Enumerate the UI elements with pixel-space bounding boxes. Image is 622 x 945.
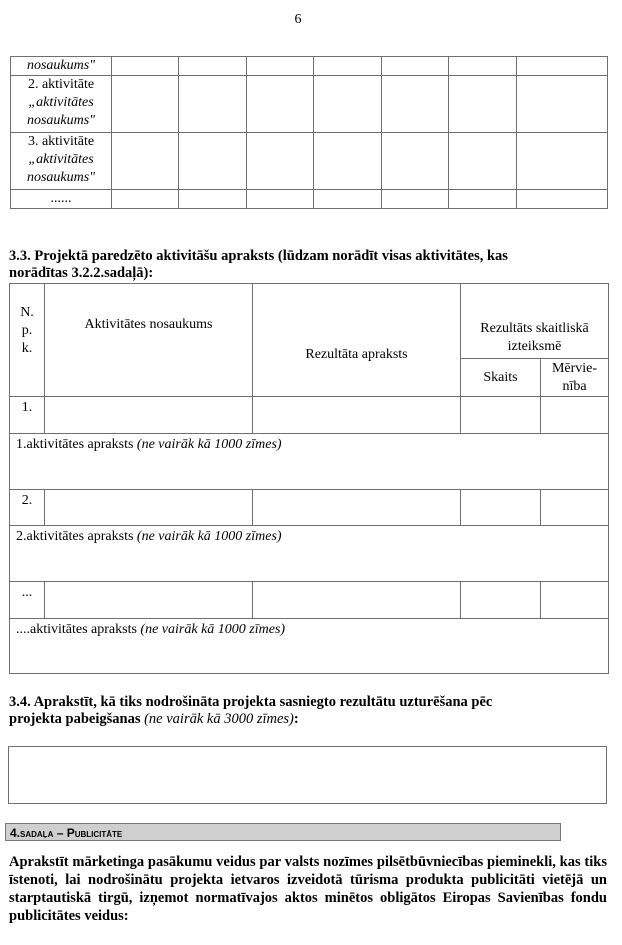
empty-cell[interactable]: [382, 133, 449, 190]
activity-label-cell: 2. aktivitāte „aktivitātes nosaukums": [11, 76, 112, 133]
activity-description-cell[interactable]: ....aktivitātes apraksts (ne vairāk kā 1000 zīmes): [10, 619, 609, 674]
empty-cell[interactable]: [382, 57, 449, 76]
empty-cell[interactable]: [179, 190, 247, 209]
empty-cell[interactable]: [449, 76, 517, 133]
row-number: ...: [10, 582, 45, 619]
result-description-cell[interactable]: [253, 397, 461, 434]
table-row: [10, 397, 609, 434]
empty-cell[interactable]: [247, 190, 314, 209]
result-description-cell[interactable]: [253, 490, 461, 526]
activity-name-cell[interactable]: [45, 397, 253, 434]
empty-cell[interactable]: [517, 190, 608, 209]
activities-table-continued: [10, 56, 608, 209]
result-description-cell[interactable]: [253, 582, 461, 619]
col-header-activity-name: Aktivitātes nosaukums: [45, 284, 253, 397]
table-row: [11, 76, 608, 133]
empty-cell[interactable]: [112, 190, 179, 209]
empty-cell[interactable]: [517, 57, 608, 76]
count-cell[interactable]: [461, 582, 541, 619]
section-3-4-heading: 3.4. Aprakstīt, kā tiks nodrošināta projekta sasniegto rezultātu uzturēšana pēc projekta pabeigšanas (ne vairāk kā 3000 zīmes):: [9, 694, 493, 727]
table-row: [10, 490, 609, 526]
row-number: 1.: [10, 397, 45, 434]
empty-cell[interactable]: [247, 76, 314, 133]
activity-label-cell: ......: [11, 190, 112, 209]
table-row: [11, 190, 608, 209]
empty-cell[interactable]: [179, 57, 247, 76]
empty-cell[interactable]: [517, 76, 608, 133]
empty-cell[interactable]: [382, 190, 449, 209]
empty-cell[interactable]: [112, 76, 179, 133]
col-header-npk: N. p. k.: [10, 284, 45, 397]
activity-label-cell: nosaukums": [11, 57, 112, 76]
row-number: 2.: [10, 490, 45, 526]
unit-cell[interactable]: [541, 397, 609, 434]
empty-cell[interactable]: [314, 57, 382, 76]
publicity-instructions: Aprakstīt mārketinga pasākumu veidus par valsts nozīmes pilsētbūvniecības pieminekli, kas tiks īstenoti, lai nodrošinātu projekta ietvaros izveidotā tūrisma produkta publicitāti vietējā un starptautiskā tirgū, izņemot normatīvajos aktos minētos obligātos Eiropas Savienības fondu publicitātes veidus:: [9, 854, 607, 924]
empty-cell[interactable]: [179, 133, 247, 190]
section-3-3-heading: 3.3. Projektā paredzēto aktivitāšu apraksts (lūdzam norādīt visas aktivitātes, kas norādītas 3.2.2.sadaļā):: [9, 248, 508, 281]
activity-name-cell[interactable]: [45, 582, 253, 619]
activity-description-cell[interactable]: 2.aktivitātes apraksts (ne vairāk kā 1000 zīmes): [10, 526, 609, 582]
activity-label-cell: 3. aktivitāte „aktivitātes nosaukums": [11, 133, 112, 190]
table-row: [11, 57, 608, 76]
col-header-result-numeric: Rezultāts skaitliskā izteiksmē: [461, 284, 609, 359]
table-row: [10, 526, 609, 582]
table-header-row: [10, 284, 609, 359]
empty-cell[interactable]: [314, 190, 382, 209]
empty-cell[interactable]: [112, 57, 179, 76]
unit-cell[interactable]: [541, 582, 609, 619]
col-header-count: Skaits: [461, 359, 541, 397]
activity-description-cell[interactable]: 1.aktivitātes apraksts (ne vairāk kā 1000 zīmes): [10, 434, 609, 490]
section-4-title-bar: 4.sadaļa – Publicitāte: [5, 823, 561, 841]
table-row: [10, 582, 609, 619]
empty-cell[interactable]: [314, 76, 382, 133]
unit-cell[interactable]: [541, 490, 609, 526]
col-header-result-description: Rezultāta apraksts: [253, 284, 461, 397]
table-row: [11, 133, 608, 190]
empty-cell[interactable]: [112, 133, 179, 190]
table-row: [10, 434, 609, 490]
page-number: 6: [294, 12, 302, 27]
count-cell[interactable]: [461, 490, 541, 526]
empty-cell[interactable]: [382, 76, 449, 133]
empty-cell[interactable]: [179, 76, 247, 133]
empty-cell[interactable]: [449, 133, 517, 190]
activity-name-cell[interactable]: [45, 490, 253, 526]
count-cell[interactable]: [461, 397, 541, 434]
empty-cell[interactable]: [449, 190, 517, 209]
empty-cell[interactable]: [517, 133, 608, 190]
maintenance-description-box[interactable]: [8, 746, 607, 804]
empty-cell[interactable]: [449, 57, 517, 76]
col-header-unit: Mērvie- nība: [541, 359, 609, 397]
table-row: [10, 619, 609, 674]
empty-cell[interactable]: [247, 133, 314, 190]
empty-cell[interactable]: [314, 133, 382, 190]
activity-description-table: [9, 283, 609, 674]
empty-cell[interactable]: [247, 57, 314, 76]
